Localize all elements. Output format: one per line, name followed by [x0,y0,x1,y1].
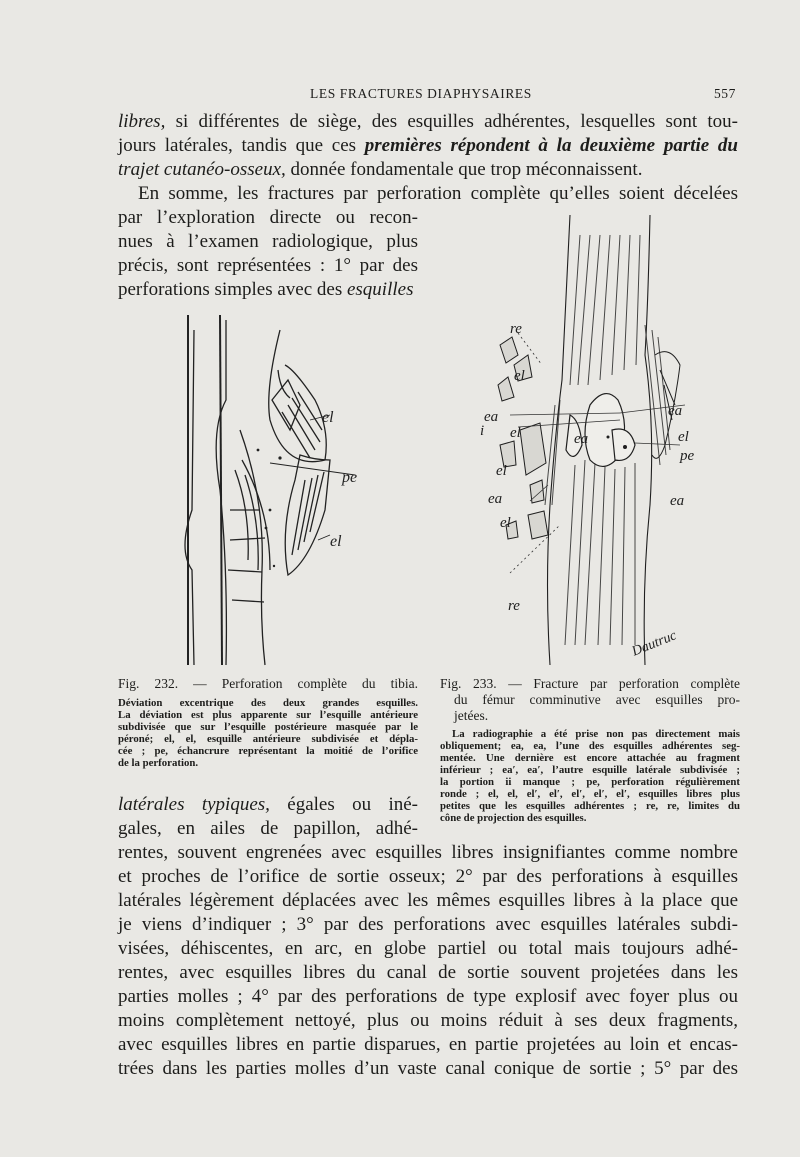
caption-title-line: Fig. 233. — Fracture par perforation complète [440,676,740,691]
fig232-label: Fig. 232. [118,676,179,691]
caption-line: inférieur ; ea′, ea′, l’autre esquille latérale subdivisée ; [440,764,740,776]
italic-phrase: latérales typiques, [118,794,270,815]
text-line [118,985,738,1009]
text-span: donnée fondamentale que trop méconnaissent. [285,159,643,180]
narrow-line-3 [118,254,418,278]
text-line [118,1033,738,1057]
text-span: par l’exploration directe ou recon- [118,207,418,228]
label-el-4: el [500,515,511,531]
text-line-2 [118,134,738,158]
running-header [118,86,738,106]
text-line [118,937,738,961]
text-line-1 [118,110,738,134]
narrow-line-1 [118,206,418,230]
text-line [118,841,738,865]
text-span: latérales légèrement déplacées avec les mêmes esquilles libres à la place que [118,890,738,911]
text-line [118,1057,738,1081]
text-line [118,913,738,937]
text-line [118,1009,738,1033]
text-span: je viens d’indiquer ; 3° par des perforations avec esquilles latérales subdi- [118,914,738,935]
label-el-right: el [678,429,689,445]
label-el-2: el [510,425,521,441]
label-el-3: el [496,463,507,479]
caption-line: mentée. Une dernière est encore attachée au fragment [440,752,740,764]
label-ea-right: ea [668,403,683,419]
page-number: 557 [713,86,736,101]
text-span: parties molles ; 4° par des perforations de type explosif avec foyer plus ou [118,986,738,1007]
artist-signature: Dautruc [629,628,679,660]
label-re-bottom: re [508,598,520,614]
caption-line: Déviation excentrique des deux grandes esquilles. [118,697,418,709]
caption-line: la portion ii manque ; pe, perforation régulièrement [440,776,740,788]
figure-233-drawing [470,205,740,670]
fig232-title-text: — Perforation complète du tibia. [178,676,418,691]
text-line-4 [138,182,738,206]
caption-line: La radiographie a été prise non pas directement mais [452,728,740,740]
label-pe: pe [342,469,358,486]
narrow-line-2 [118,230,418,254]
fig233-caption-title [440,676,740,724]
caption-line: subdivisée que sur l’esquille postérieure masquée par le [118,721,418,733]
text-line [118,889,738,913]
caption-line: cée ; pe, échancrure représentant la moitié de l’orifice [118,745,418,757]
text-span: égales ou iné- [269,794,418,815]
caption-title-line: du fémur comminutive avec esquilles pro- [454,692,740,707]
text-span: nues à l’examen radiologique, plus [118,231,418,252]
text-span: avec esquilles libres en partie disparues, en partie projetées au loin et encas- [118,1034,738,1055]
caption-line: ronde ; el, el, el′, el′, el′, el′, el′, esquilles libres plus [440,788,740,800]
label-el-top: el [322,409,334,426]
text-span: précis, sont représentées : 1° par des [118,255,418,276]
label-pe: pe [680,448,695,464]
caption-line: cône de projection des esquilles. [440,812,587,824]
fig232-caption-title [118,676,418,692]
text-span: trées dans les parties molles d’un vaste canal conique de sortie ; 5° par des [118,1058,738,1079]
italic-word: libres, [118,111,166,132]
label-ea-2: ea [574,431,589,447]
caption-line: obliquement; ea, ea, l’une des esquilles adhérentes seg- [440,740,740,752]
label-ea-1: ea [484,409,499,425]
text-span: gales, en ailes de papillon, adhé- [118,818,418,839]
fig233-caption-body [440,728,740,824]
narrow-line-4 [118,278,418,302]
label-ea-4: ea [670,493,685,509]
running-title: LES FRACTURES DIAPHYSAIRES [310,86,532,101]
text-span: visées, déhiscentes, en arc, en globe partiel ou total mais toujours adhé- [118,938,738,959]
label-i-1: i [480,423,485,439]
fig232-caption-body [118,697,418,769]
text-line [118,865,738,889]
caption-line: péroné; el, el, esquille antérieure subdivisée et dépla- [118,733,418,745]
text-line [118,961,738,985]
caption-line: La déviation est plus apparente sur l’esquille antérieure [118,709,418,721]
label-re-top: re [510,321,522,337]
text-span: rentes, avec esquilles libres du canal de sortie souvent projetées dans les [118,962,738,983]
caption-title-line: jetées. [454,708,489,723]
caption-line: de la perforation. [118,757,199,769]
text-span: moins complètement nettoyé, plus ou moins réduit à ses deux fragments, [118,1010,738,1031]
lower-narrow-line-1 [118,793,418,817]
label-ea-3: ea [488,491,503,507]
text-span: si différentes de siège, des esquilles adhérentes, lesquelles sont tou- [165,111,738,132]
lower-narrow-line-2 [118,817,418,841]
italic-phrase: trajet cutanéo-osseux, [118,159,286,180]
bold-italic-phrase: premières répondent à la deuxième partie du [364,135,738,156]
text-span: perforations simples avec des [118,279,347,300]
text-span: rentes, souvent engrenées avec esquilles libres insignifiantes comme nombre [118,842,738,863]
text-span: En somme, les fractures par perforation complète qu’elles soient décelées [138,183,738,204]
text-span: et proches de l’orifice de sortie osseux; 2° par des perforations à esquilles [118,866,738,887]
figure-232-drawing [170,310,390,670]
label-el-bottom: el [330,533,342,550]
caption-line: petites que les esquilles adhérentes ; re, re, limites du [440,800,740,812]
italic-word: esquilles [346,279,414,300]
text-span: jours latérales, tandis que ces [118,135,365,156]
text-line-3 [118,158,642,182]
label-el-1: el [514,368,525,384]
